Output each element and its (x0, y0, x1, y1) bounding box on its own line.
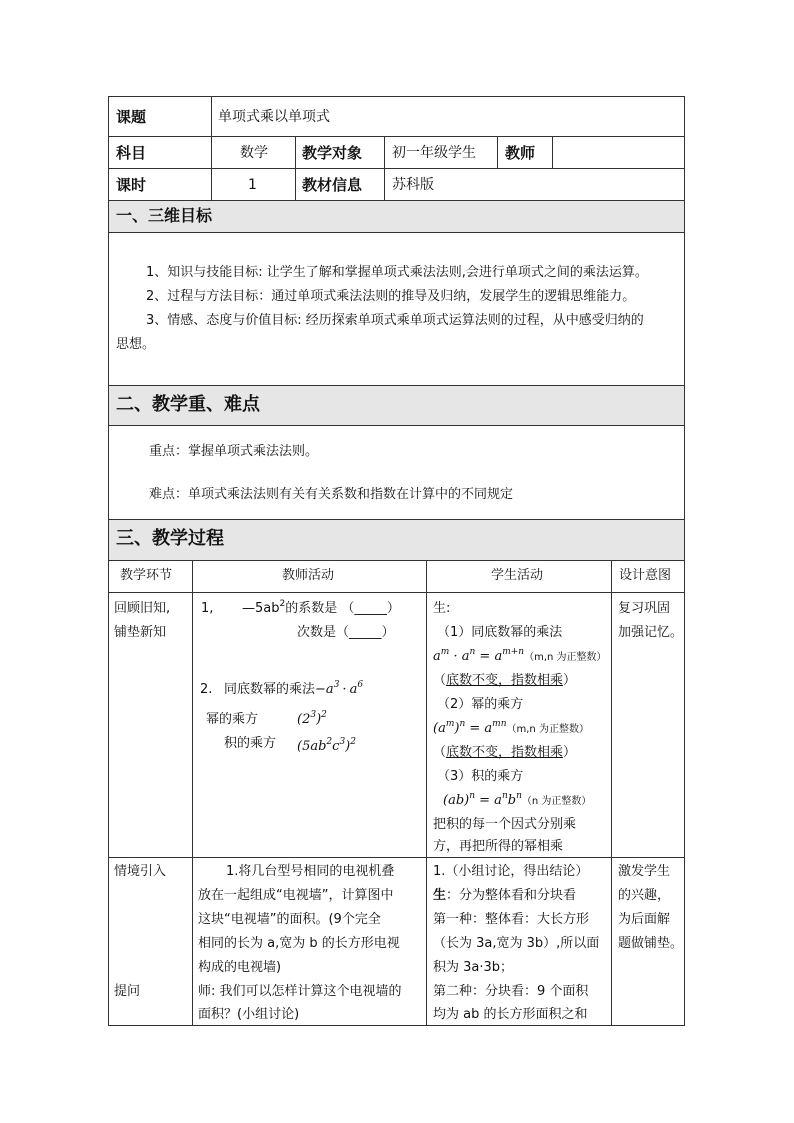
row2-teacher-5: 构成的电视墙) (198, 960, 282, 975)
row2-stage-1: 情境引入 (114, 864, 167, 879)
s2-formula (433, 719, 589, 740)
material-value: 苏科版 (392, 177, 434, 193)
row2-student-5: 积为 3a·3b； (433, 960, 514, 975)
q2-minus: − (315, 682, 326, 697)
topic-value: 单项式乘以单项式 (218, 109, 330, 125)
s3-desc-1: 把积的每一个因式分别乘 (433, 817, 577, 832)
row1-intent-1: 复习巩固 (618, 601, 671, 616)
row2-teacher-6: 师: 我们可以怎样计算这个电视墙的 (198, 984, 402, 999)
rule-h10 (108, 857, 685, 858)
column-header-teacher: 教师活动 (282, 568, 335, 583)
rule-h1 (108, 136, 685, 137)
s2-a: (a (433, 721, 446, 736)
rule-h5 (108, 385, 685, 386)
s3-n2: n (501, 791, 508, 801)
s1-formula (433, 647, 607, 668)
q2-e1: 3 (333, 680, 340, 690)
rule-h8 (108, 560, 685, 561)
column-header-student: 学生活动 (491, 568, 544, 583)
q4-e3: 2 (350, 737, 356, 747)
s1-rule-line (433, 671, 576, 691)
row2-student-3: 第一种：整体看：大长方形 (433, 912, 590, 927)
s1-a: a (433, 649, 441, 664)
s1-rule-open: （ (433, 673, 447, 688)
section3-heading: 三、教学过程 (116, 528, 224, 549)
q1-number: 1, (201, 601, 214, 616)
s1-m: m (440, 647, 450, 657)
section1-line-3: 3、情感、态度与价值目标: 经历探索单项式乘单项式运算法则的过程，从中感受归纳的 (146, 313, 644, 328)
rule-v-topic (211, 96, 212, 201)
q3-base: (2 (297, 712, 311, 727)
s1-n: n (469, 647, 476, 657)
row1-stage-line-1: 回顾旧知, (114, 601, 171, 616)
row2-teacher-1: 1.将几台型号相同的电视机叠 (226, 864, 395, 879)
s3-n: n (469, 791, 476, 801)
rule-v-teacher-value (552, 136, 553, 169)
row2-teacher-2: 放在一起组成“电视墙”，计算图中 (198, 888, 394, 903)
rule-h7 (108, 519, 685, 520)
row2-student-4: （长为 3a,宽为 3b）,所以面 (433, 936, 600, 951)
q3-label: 幂的乘方 (206, 712, 259, 727)
s2-close: ) (454, 721, 460, 736)
section1-line-4: 思想。 (116, 337, 156, 352)
q4-base: (5ab (297, 739, 327, 754)
s1-b: a (461, 649, 470, 664)
q4-label: 积的乘方 (224, 736, 277, 751)
row2-student-6: 第二种：分块看：9 个面积 (433, 984, 589, 999)
q1-degree: 次数是（_____） (297, 625, 395, 640)
section1-heading: 一、三维目标 (116, 206, 213, 225)
s2-mn: mn (492, 719, 507, 729)
rule-v-col1 (192, 560, 193, 1026)
s3-note: （n 为正整数） (521, 796, 592, 807)
row2-student-1: 1.（小组讨论，得出结论） (433, 864, 589, 879)
rule-h2 (108, 168, 685, 169)
row2-stage-2: 提问 (114, 984, 141, 999)
audience-label: 教学对象 (302, 144, 363, 162)
rule-v-col2 (426, 560, 427, 1026)
row2-teacher-3: 这块“电视墙”的面积。(9个完全 (198, 912, 381, 927)
s3-formula (443, 791, 591, 812)
section1-line-1: 1、知识与技能目标: 让学生了解和掌握单项式乘法法则,会进行单项式之间的乘法运算。 (146, 265, 648, 280)
s3-b: b (507, 793, 517, 808)
q3-expression (297, 710, 327, 730)
s3-desc-2: 方，再把所得的幂相乘 (433, 839, 564, 854)
row2-intent-3: 为后面解 (618, 912, 671, 927)
s1-title: （1）同底数幂的乘法 (437, 625, 563, 640)
s3-title: （3）积的乘方 (437, 769, 524, 784)
rule-v-audience-value (384, 136, 385, 201)
q2-label: 同底数幂的乘法 (224, 682, 316, 697)
row1-intent-2: 加强记忆。 (618, 625, 684, 640)
q3-close: ) (316, 712, 322, 727)
s3-eq: = a (475, 793, 502, 808)
s1-dot: · (449, 649, 462, 664)
s2-rule-close: ） (563, 745, 577, 760)
s2-eq: = a (465, 721, 493, 736)
student-label: 生: (433, 601, 451, 616)
row2-intent-2: 的兴趣， (618, 888, 671, 903)
difficult-point: 难点：单项式乘法法则有关有关系数和指数在计算中的不同规定 (149, 487, 514, 502)
s1-eq: = (475, 649, 495, 664)
q1-expr: —5ab (242, 601, 280, 616)
row2-intent-1: 激发学生 (618, 864, 671, 879)
rule-v-teacher-label (497, 136, 498, 169)
q4-e2: 3 (339, 737, 346, 747)
q3-e2: 2 (321, 710, 327, 720)
period-label: 课时 (116, 176, 147, 194)
subject-value: 数学 (240, 145, 268, 161)
q1-exp: 2 (279, 599, 286, 609)
s1-rule: 底数不变，指数相乘 (446, 673, 564, 688)
q2-a2: a (349, 682, 358, 697)
row2-student-2-label: 生 (433, 888, 447, 903)
row2-teacher-4: 相同的长为 a,宽为 b 的长方形电视 (198, 936, 400, 951)
section1-line-2: 2、过程与方法目标：通过单项式乘法法则的推导及归纳，发展学生的逻辑思维能力。 (146, 289, 636, 304)
s2-title: （2）幂的乘方 (437, 697, 524, 712)
s3-n3: n (516, 791, 522, 801)
rule-h4 (108, 232, 685, 233)
key-point: 重点：掌握单项式乘法法则。 (149, 444, 319, 459)
audience-value: 初一年级学生 (392, 145, 476, 161)
q4-close: ) (345, 739, 351, 754)
q1-text: 的系数是 （_____） (285, 601, 400, 616)
table-outer-border (108, 96, 685, 1026)
s2-n: n (459, 719, 466, 729)
q2-dot: · (342, 682, 347, 697)
rule-h9 (108, 592, 685, 593)
q2-e2: 6 (357, 680, 364, 690)
q2-number: 2. (200, 682, 213, 697)
section2-heading: 二、教学重、难点 (116, 394, 260, 415)
rule-v-subject-value (295, 136, 296, 201)
q4-c: c (332, 739, 340, 754)
s2-note: （m,n 为正整数） (506, 724, 589, 735)
q1-expression (242, 599, 400, 619)
q2-expression (224, 680, 363, 700)
s1-rule-close: ） (563, 673, 577, 688)
rule-h3 (108, 200, 685, 201)
topic-label: 课题 (116, 108, 147, 126)
q3-e1: 3 (310, 710, 317, 720)
rule-v-col3 (611, 560, 612, 1026)
row2-intent-4: 题做铺垫。 (618, 936, 684, 951)
q4-e1: 2 (326, 737, 333, 747)
row1-stage-line-2: 铺垫新知 (114, 625, 167, 640)
subject-label: 科目 (116, 144, 147, 162)
row2-teacher-7: 面积？(小组讨论) (198, 1007, 300, 1022)
row2-student-2 (433, 886, 576, 906)
period-value: 1 (248, 177, 257, 193)
rule-h6 (108, 425, 685, 426)
row2-student-7: 均为 ab 的长方形面积之和 (433, 1007, 588, 1022)
s2-rule: 底数不变，指数相乘 (446, 745, 564, 760)
q2-a1: a (325, 682, 334, 697)
column-header-intent: 设计意图 (619, 568, 672, 583)
s2-rule-open: （ (433, 745, 447, 760)
s1-c: a (494, 649, 503, 664)
s2-rule-line (433, 743, 576, 763)
s1-mn: m+n (502, 647, 525, 657)
teacher-label: 教师 (505, 144, 536, 162)
row2-student-2-text: ：分为整体看和分块看 (446, 888, 577, 903)
material-label: 教材信息 (302, 176, 363, 194)
s1-note: （m,n 为正整数） (524, 652, 607, 663)
column-header-stage: 教学环节 (120, 568, 173, 583)
s2-m: m (445, 719, 455, 729)
s3-a: (ab) (443, 793, 470, 808)
q4-expression (297, 737, 356, 757)
